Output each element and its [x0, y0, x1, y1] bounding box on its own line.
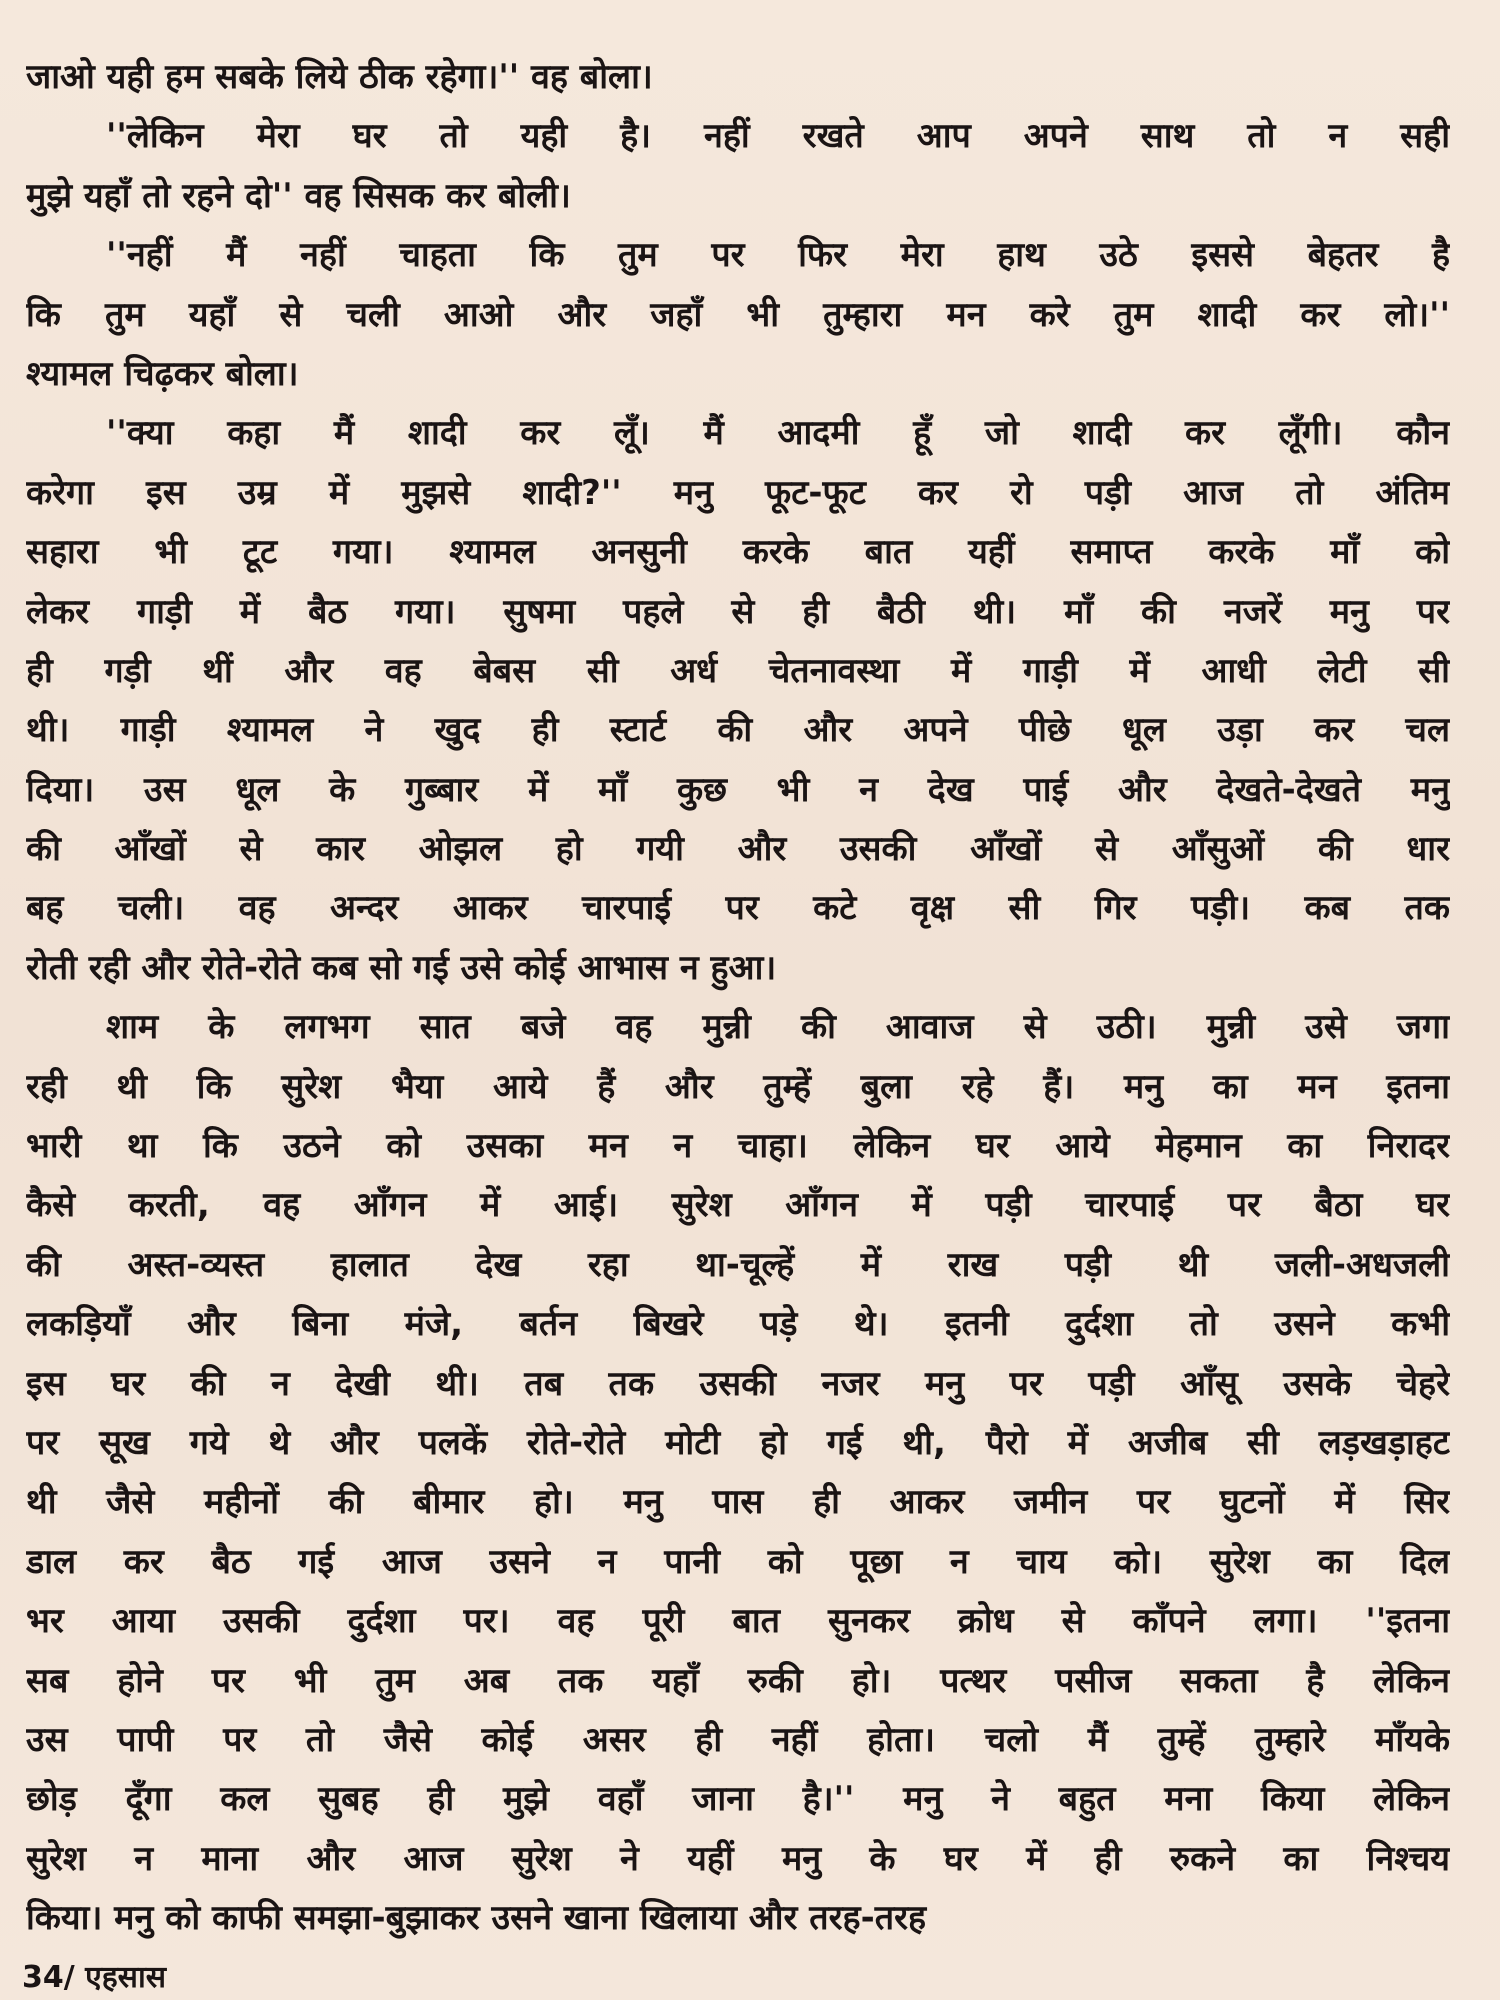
text-line: इस घर की न देखी थी। तब तक उसकी नजर मनु पर पड़ी आँसू उसके चेहरे: [26, 1363, 1450, 1404]
text-line: छोड़ दूँगा कल सुबह ही मुझे वहाँ जाना है।'' मनु ने बहुत मना किया लेकिन: [26, 1779, 1450, 1820]
text-line: सुरेश न माना और आज सुरेश ने यहीं मनु के घर में ही रुकने का निश्चय: [26, 1838, 1450, 1879]
text-line: मुझे यहाँ तो रहने दो'' वह सिसक कर बोली।: [26, 175, 571, 216]
paragraph: [26, 107, 1450, 226]
text-line: शाम के लगभग सात बजे वह मुन्नी की आवाज से उठी। मुन्नी उसे जगा: [106, 1007, 1450, 1048]
text-line: की अस्त-व्यस्त हालात देख रहा था-चूल्हें में राख पड़ी थी जली-अधजली: [26, 1244, 1450, 1285]
text-line: रोती रही और रोते-रोते कब सो गई उसे कोई आभास न हुआ।: [26, 947, 777, 988]
text-line: सब होने पर भी तुम अब तक यहाँ रुकी हो। पत्थर पसीज सकता है लेकिन: [26, 1660, 1450, 1701]
paragraph: [26, 48, 1450, 107]
text-line: सहारा भी टूट गया। श्यामल अनसुनी करके बात यहीं समाप्त करके माँ को: [26, 532, 1450, 573]
text-line: डाल कर बैठ गई आज उसने न पानी को पूछा न चाय को। सुरेश का दिल: [26, 1541, 1450, 1582]
text-line: कैसे करती, वह आँगन में आई। सुरेश आँगन में पड़ी चारपाई पर बैठा घर: [26, 1185, 1450, 1226]
paragraph: [26, 226, 1450, 404]
text-line: ही गड़ी थीं और वह बेबस सी अर्ध चेतनावस्था में गाड़ी में आधी लेटी सी: [26, 650, 1450, 691]
text-line: रही थी कि सुरेश भैया आये हैं और तुम्हें बुला रहे हैं। मनु का मन इतना: [26, 1066, 1450, 1107]
text-line: किया। मनु को काफी समझा-बुझाकर उसने खाना खिलाया और तरह-तरह: [26, 1898, 927, 1939]
text-line: श्यामल चिढ़कर बोला।: [26, 353, 299, 394]
text-line: करेगा इस उम्र में मुझसे शादी?'' मनु फूट-फूट कर रो पड़ी आज तो अंतिम: [26, 472, 1450, 513]
text-line: थी। गाड़ी श्यामल ने खुद ही स्टार्ट की और अपने पीछे धूल उड़ा कर चल: [26, 710, 1450, 751]
page-footer: 34/ एहसास: [22, 1960, 166, 1995]
text-line: बह चली। वह अन्दर आकर चारपाई पर कटे वृक्ष सी गिर पड़ी। कब तक: [26, 888, 1450, 929]
paragraph: [26, 404, 1450, 998]
text-line: ''क्या कहा मैं शादी कर लूँ। मैं आदमी हूँ जो शादी कर लूँगी। कौन: [106, 413, 1450, 454]
text-line: भर आया उसकी दुर्दशा पर। वह पूरी बात सुनकर क्रोध से काँपने लगा। ''इतना: [26, 1601, 1450, 1642]
text-line: कि तुम यहाँ से चली आओ और जहाँ भी तुम्हारा मन करे तुम शादी कर लो।'': [26, 294, 1450, 335]
text-line: भारी था कि उठने को उसका मन न चाहा। लेकिन घर आये मेहमान का निरादर: [26, 1126, 1450, 1167]
body-text: [26, 48, 1450, 1949]
text-line: जाओ यही हम सबके लिये ठीक रहेगा।'' वह बोला।: [26, 57, 653, 97]
text-line: पर सूख गये थे और पलकें रोते-रोते मोटी हो गई थी, पैरो में अजीब सी लड़खड़ाहट: [26, 1422, 1450, 1463]
text-line: उस पापी पर तो जैसे कोई असर ही नहीं होता। चलो मैं तुम्हें तुम्हारे माँयके: [26, 1719, 1450, 1760]
text-line: ''लेकिन मेरा घर तो यही है। नहीं रखते आप अपने साथ तो न सही: [106, 116, 1450, 157]
text-line: दिया। उस धूल के गुब्बार में माँ कुछ भी न देख पाई और देखते-देखते मनु: [26, 769, 1450, 810]
text-line: लेकर गाड़ी में बैठ गया। सुषमा पहले से ही बैठी थी। माँ की नजरें मनु पर: [26, 591, 1450, 632]
text-line: ''नहीं मैं नहीं चाहता कि तुम पर फिर मेरा हाथ उठे इससे बेहतर है: [106, 235, 1450, 276]
text-line: थी जैसे महीनों की बीमार हो। मनु पास ही आकर जमीन पर घुटनों में सिर: [26, 1482, 1450, 1523]
text-line: लकड़ियाँ और बिना मंजे, बर्तन बिखरे पड़े थे। इतनी दुर्दशा तो उसने कभी: [26, 1304, 1450, 1345]
text-line: की आँखों से कार ओझल हो गयी और उसकी आँखों से आँसुओं की धार: [26, 829, 1450, 870]
paragraph: [26, 998, 1450, 1948]
